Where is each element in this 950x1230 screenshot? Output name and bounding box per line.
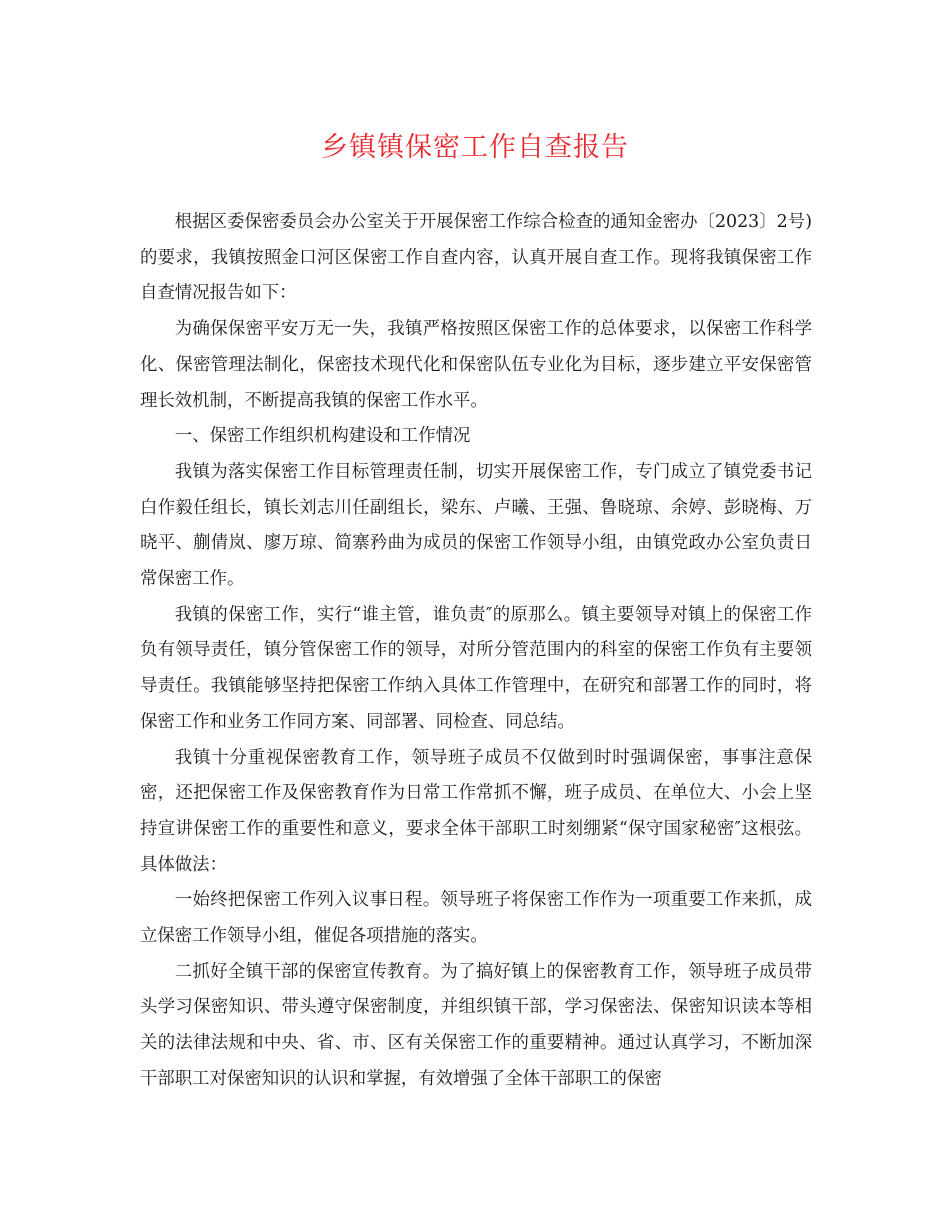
- paragraph-intro: 根据区委保密委员会办公室关于开展保密工作综合检查的通知金密办〔2023〕2号)的要求，我镇按照金口河区保密工作自查内容，认真开展自查工作。现将我镇保密工作自查情况报告如下：: [140, 212, 812, 304]
- document-body: [140, 205, 812, 1098]
- paragraph-responsibility: 我镇的保密工作，实行“谁主管，谁负责″的原那么。镇主要领导对镇上的保密工作负有领导责任，镇分管保密工作的领导，对所分管范围内的科室的保密工作负有主要领导责任。我镇能够坚持把保密工作纳入具体工作管理中，在研究和部署工作的同时，将保密工作和业务工作同方案、同部署、同检查、同总结。: [140, 604, 812, 732]
- paragraph-measure-1: 一始终把保密工作列入议事日程。领导班子将保密工作作为一项重要工作来抓，成立保密工作领导小组，催促各项措施的落实。: [140, 890, 812, 947]
- document-title: 乡镇镇保密工作自查报告: [321, 132, 629, 163]
- paragraph-leadership-group: 我镇为落实保密工作目标管理责任制，切实开展保密工作，专门成立了镇党委书记白作毅任组长，镇长刘志川任副组长，梁东、卢曦、王强、鲁晓琼、余婷、彭晓梅、万晓平、蒯倩岚、廖万琼、简寨矜曲为成员的保密工作领导小组，由镇党政办公室负责日常保密工作。: [140, 461, 812, 590]
- paragraph-measure-2: 二抓好全镇干部的保密宣传教育。为了搞好镇上的保密教育工作，领导班子成员带头学习保密知识、带头遵守保密制度，并组织镇干部，学习保密法、保密知识读本等相关的法律法规和中央、省、市、区有关保密工作的重要精神。通过认真学习，不断加深干部职工对保密知识的认识和掌握，有效增强了全体干部职工的保密: [140, 961, 812, 1089]
- paragraph-education: 我镇十分重视保密教育工作，领导班子成员不仅做到时时强调保密，事事注意保密，还把保密工作及保密教育作为日常工作常抓不懈，班子成员、在单位大、小会上坚持宣讲保密工作的重要性和意义，要求全体干部职工时刻绷紧“保守国家秘密″这根弦。具体做法：: [140, 747, 812, 875]
- paragraph-goal: 为确保保密平安万无一失，我镇严格按照区保密工作的总体要求，以保密工作科学化、保密管理法制化，保密技术现代化和保密队伍专业化为目标，逐步建立平安保密管理长效机制，不断提高我镇的保密工作水平。: [140, 319, 812, 411]
- section-heading-1: 一、保密工作组织机构建设和工作情况: [174, 426, 471, 447]
